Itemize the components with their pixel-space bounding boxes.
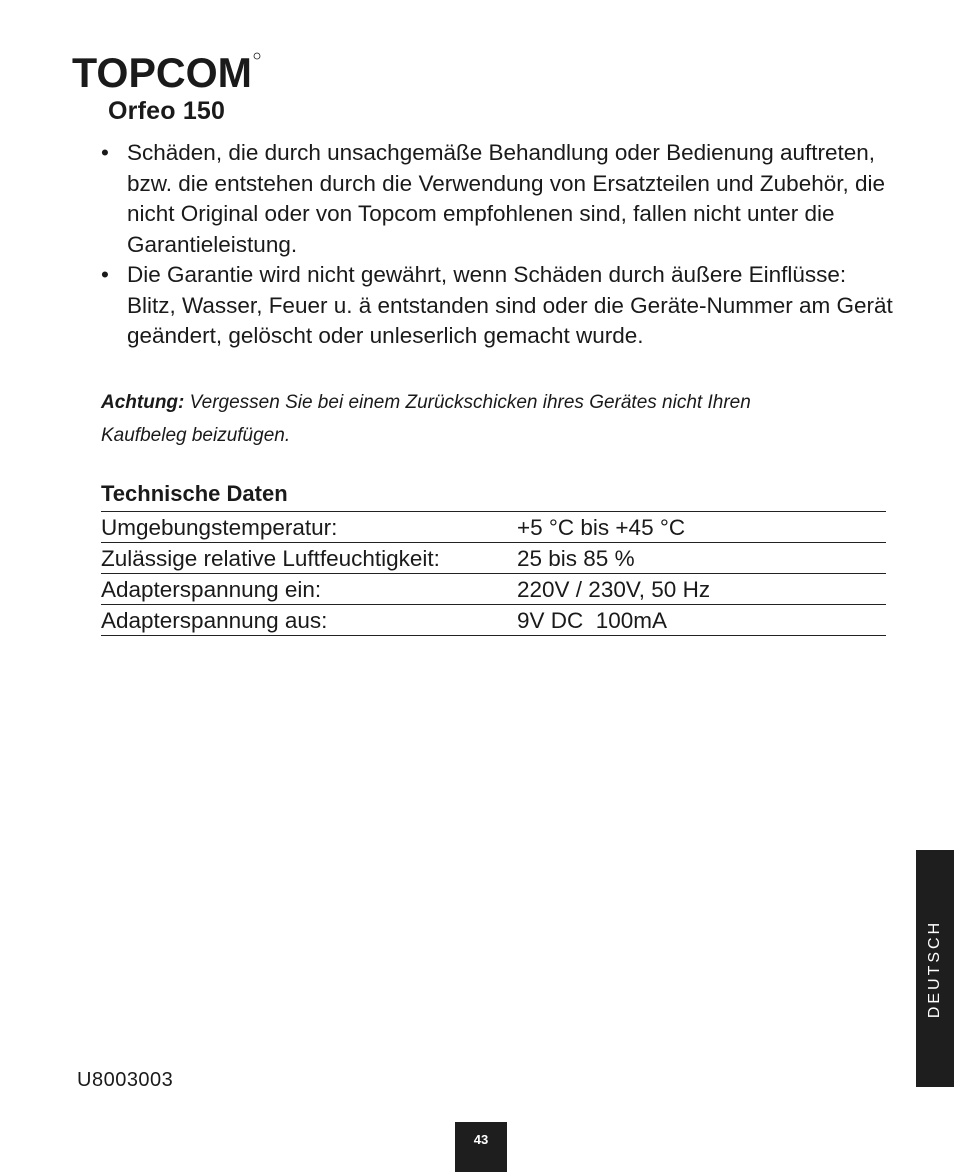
language-tab	[916, 850, 954, 1087]
tech-specs-title: Technische Daten	[101, 481, 288, 506]
document-id: U8003003	[77, 1069, 174, 1091]
spec-label: Adapterspannung aus:	[101, 608, 328, 633]
list-item	[101, 138, 901, 260]
attention-text: Vergessen Sie bei einem Zurückschicken ihres Gerätes nicht Ihren Kaufbeleg beizufügen.	[101, 392, 751, 446]
attention-note	[101, 386, 821, 452]
attention-label: Achtung:	[101, 392, 185, 413]
spec-label: Umgebungstemperatur:	[101, 515, 338, 540]
table-row	[101, 574, 886, 605]
page-number: 43	[455, 1122, 507, 1172]
spec-value: +5 °C bis +45 °C	[517, 515, 686, 540]
table-row	[101, 543, 886, 574]
table-row	[101, 512, 886, 543]
topcom-logo	[72, 50, 262, 92]
list-item-text: Schäden, die durch unsachgemäße Behandlung oder Bedienung auftreten, bzw. die entstehen durch die Verwendung von Ersatzteilen und Zubehör, die nicht Original oder von Topcom empfohlenen sind, fallen nicht unter die Garantieleistung.	[127, 140, 886, 257]
spec-value: 25 bis 85 %	[517, 546, 635, 571]
list-item	[101, 260, 901, 352]
table-row	[101, 605, 886, 636]
model-title: Orfeo 150	[108, 97, 226, 125]
bullet-marker: •	[101, 140, 109, 165]
registered-mark-icon	[254, 53, 260, 59]
warranty-exclusions-list	[101, 138, 901, 352]
list-item-text: Die Garantie wird nicht gewährt, wenn Schäden durch äußere Einflüsse: Blitz, Wasser, Feuer u. ä entstanden sind oder die Geräte-Nummer am Gerät geändert, gelöscht oder unleserlich gemacht wurde.	[127, 262, 893, 348]
topcom-logo-graphic	[72, 50, 262, 92]
bullet-marker: •	[101, 262, 109, 287]
logo-wordmark: TOPCOM	[72, 50, 252, 92]
spec-value: 220V / 230V, 50 Hz	[517, 577, 711, 602]
spec-label: Adapterspannung ein:	[101, 577, 322, 602]
language-tab-label: DEUTSCH	[926, 919, 943, 1018]
tech-specs-table	[101, 511, 886, 636]
spec-value: 9V DC 100mA	[517, 608, 668, 633]
spec-label: Zulässige relative Luftfeuchtigkeit:	[101, 546, 440, 571]
